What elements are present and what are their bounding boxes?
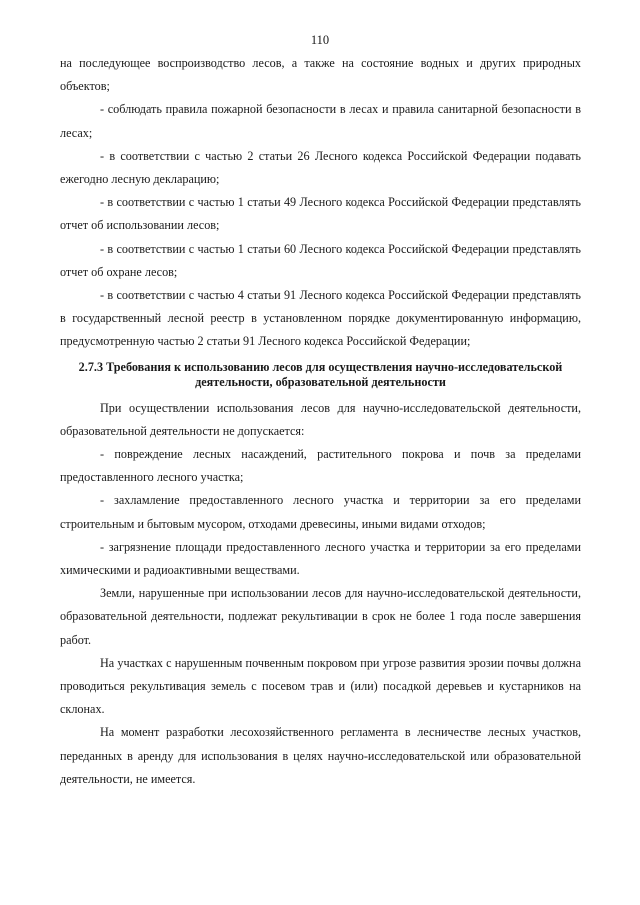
page-content <box>60 52 581 791</box>
list-item: - в соответствии с частью 4 статьи 91 Лесного кодекса Российской Федерации представлять в государственный лесной реестр в установленном порядке документированную информацию, предусмотренную частью 2 статьи 91 Лесного кодекса Российской Федерации; <box>60 288 581 349</box>
list-item: - загрязнение площади предоставленного лесного участка и территории за его пределами химическими и радиоактивными веществами. <box>60 539 581 578</box>
paragraph: Земли, нарушенные при использовании лесов для научно-исследовательской деятельности, образовательной деятельности, подлежат рекультивации в срок не более 1 года после завершения работ. <box>60 586 581 647</box>
list-item: - в соответствии с частью 1 статьи 49 Лесного кодекса Российской Федерации представлять отчет об использовании лесов; <box>60 195 581 233</box>
paragraph: на последующее воспроизводство лесов, а также на состояние водных и других природных объектов; <box>60 56 581 94</box>
list-item: - в соответствии с частью 2 статьи 26 Лесного кодекса Российской Федерации подавать ежегодно лесную декларацию; <box>60 148 581 187</box>
paragraph: На момент разработки лесохозяйственного регламента в лесничестве лесных участков, переданных в аренду для использования в целях научно-исследовательской или образовательной деятельности, не имеется. <box>60 725 581 786</box>
page-number: 110 <box>310 33 330 47</box>
list-item: - соблюдать правила пожарной безопасности в лесах и правила санитарной безопасности в лесах; <box>60 102 581 140</box>
paragraph: При осуществлении использования лесов для научно-исследовательской деятельности, образовательной деятельности не допускается: <box>60 400 581 438</box>
list-item: - в соответствии с частью 1 статьи 60 Лесного кодекса Российской Федерации представлять отчет об охране лесов; <box>60 241 581 279</box>
list-item: - повреждение лесных насаждений, растительного покрова и почв за пределами предоставленного лесного участка; <box>60 447 581 485</box>
list-item: - захламление предоставленного лесного участка и территории за его пределами строительным и бытовым мусором, отходами древесины, иными видами отходов; <box>60 493 581 531</box>
paragraph: На участках с нарушенным почвенным покровом при угрозе развития эрозии почвы должна проводиться рекультивация земель с посевом трав и (или) посадкой деревьев и кустарников на склонах. <box>60 655 581 717</box>
section-heading: 2.7.3 Требования к использованию лесов для осуществления научно-исследовательской деятельности, образовательной деятельности <box>78 359 563 390</box>
